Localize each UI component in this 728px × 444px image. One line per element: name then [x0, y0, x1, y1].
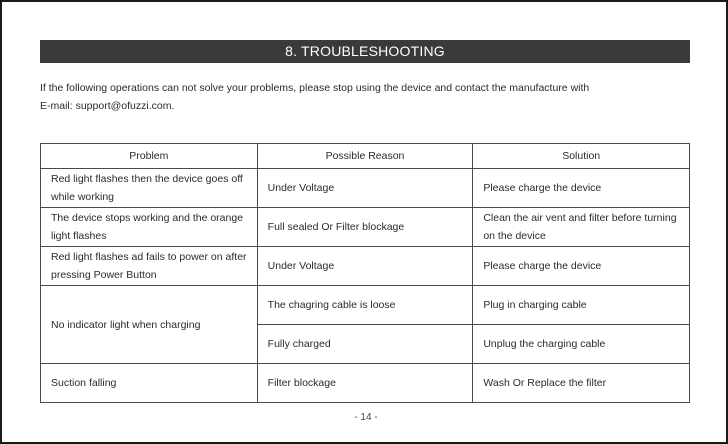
- intro-paragraph: [40, 79, 690, 115]
- problem-cell: The device stops working and the orange light flashes: [41, 208, 258, 247]
- header-possible-reason: Possible Reason: [257, 144, 473, 169]
- solution-cell: Wash Or Replace the filter: [473, 364, 690, 403]
- table-row: [41, 208, 690, 247]
- problem-cell: Red light flashes then the device goes off while working: [41, 169, 258, 208]
- reason-cell: The chagring cable is loose: [257, 286, 473, 325]
- intro-line-1: If the following operations can not solve your problems, please stop using the device and contact the manufacture with: [40, 82, 590, 94]
- problem-cell: No indicator light when charging: [41, 286, 258, 364]
- intro-email-line: E-mail: support@ofuzzi.com.: [40, 100, 175, 112]
- header-problem: Problem: [41, 144, 258, 169]
- solution-cell: Please charge the device: [473, 169, 690, 208]
- table-row: [41, 247, 690, 286]
- problem-cell: Red light flashes ad fails to power on after pressing Power Button: [41, 247, 258, 286]
- solution-cell: Plug in charging cable: [473, 286, 690, 325]
- section-title: 8. TROUBLESHOOTING: [40, 40, 690, 63]
- problem-cell: Suction falling: [41, 364, 258, 403]
- page-number: - 14 -: [354, 412, 378, 423]
- table-row: [41, 169, 690, 208]
- troubleshooting-table: [40, 143, 690, 403]
- table-header-row: [41, 144, 690, 169]
- reason-cell: Filter blockage: [257, 364, 473, 403]
- header-solution: Solution: [473, 144, 690, 169]
- reason-cell: Under Voltage: [257, 247, 473, 286]
- table-row: [41, 286, 690, 325]
- reason-cell: Full sealed Or Filter blockage: [257, 208, 473, 247]
- solution-cell: Please charge the device: [473, 247, 690, 286]
- reason-cell: Under Voltage: [257, 169, 473, 208]
- reason-cell: Fully charged: [257, 325, 473, 364]
- table-row: [41, 364, 690, 403]
- solution-cell: Unplug the charging cable: [473, 325, 690, 364]
- solution-cell: Clean the air vent and filter before turning on the device: [473, 208, 690, 247]
